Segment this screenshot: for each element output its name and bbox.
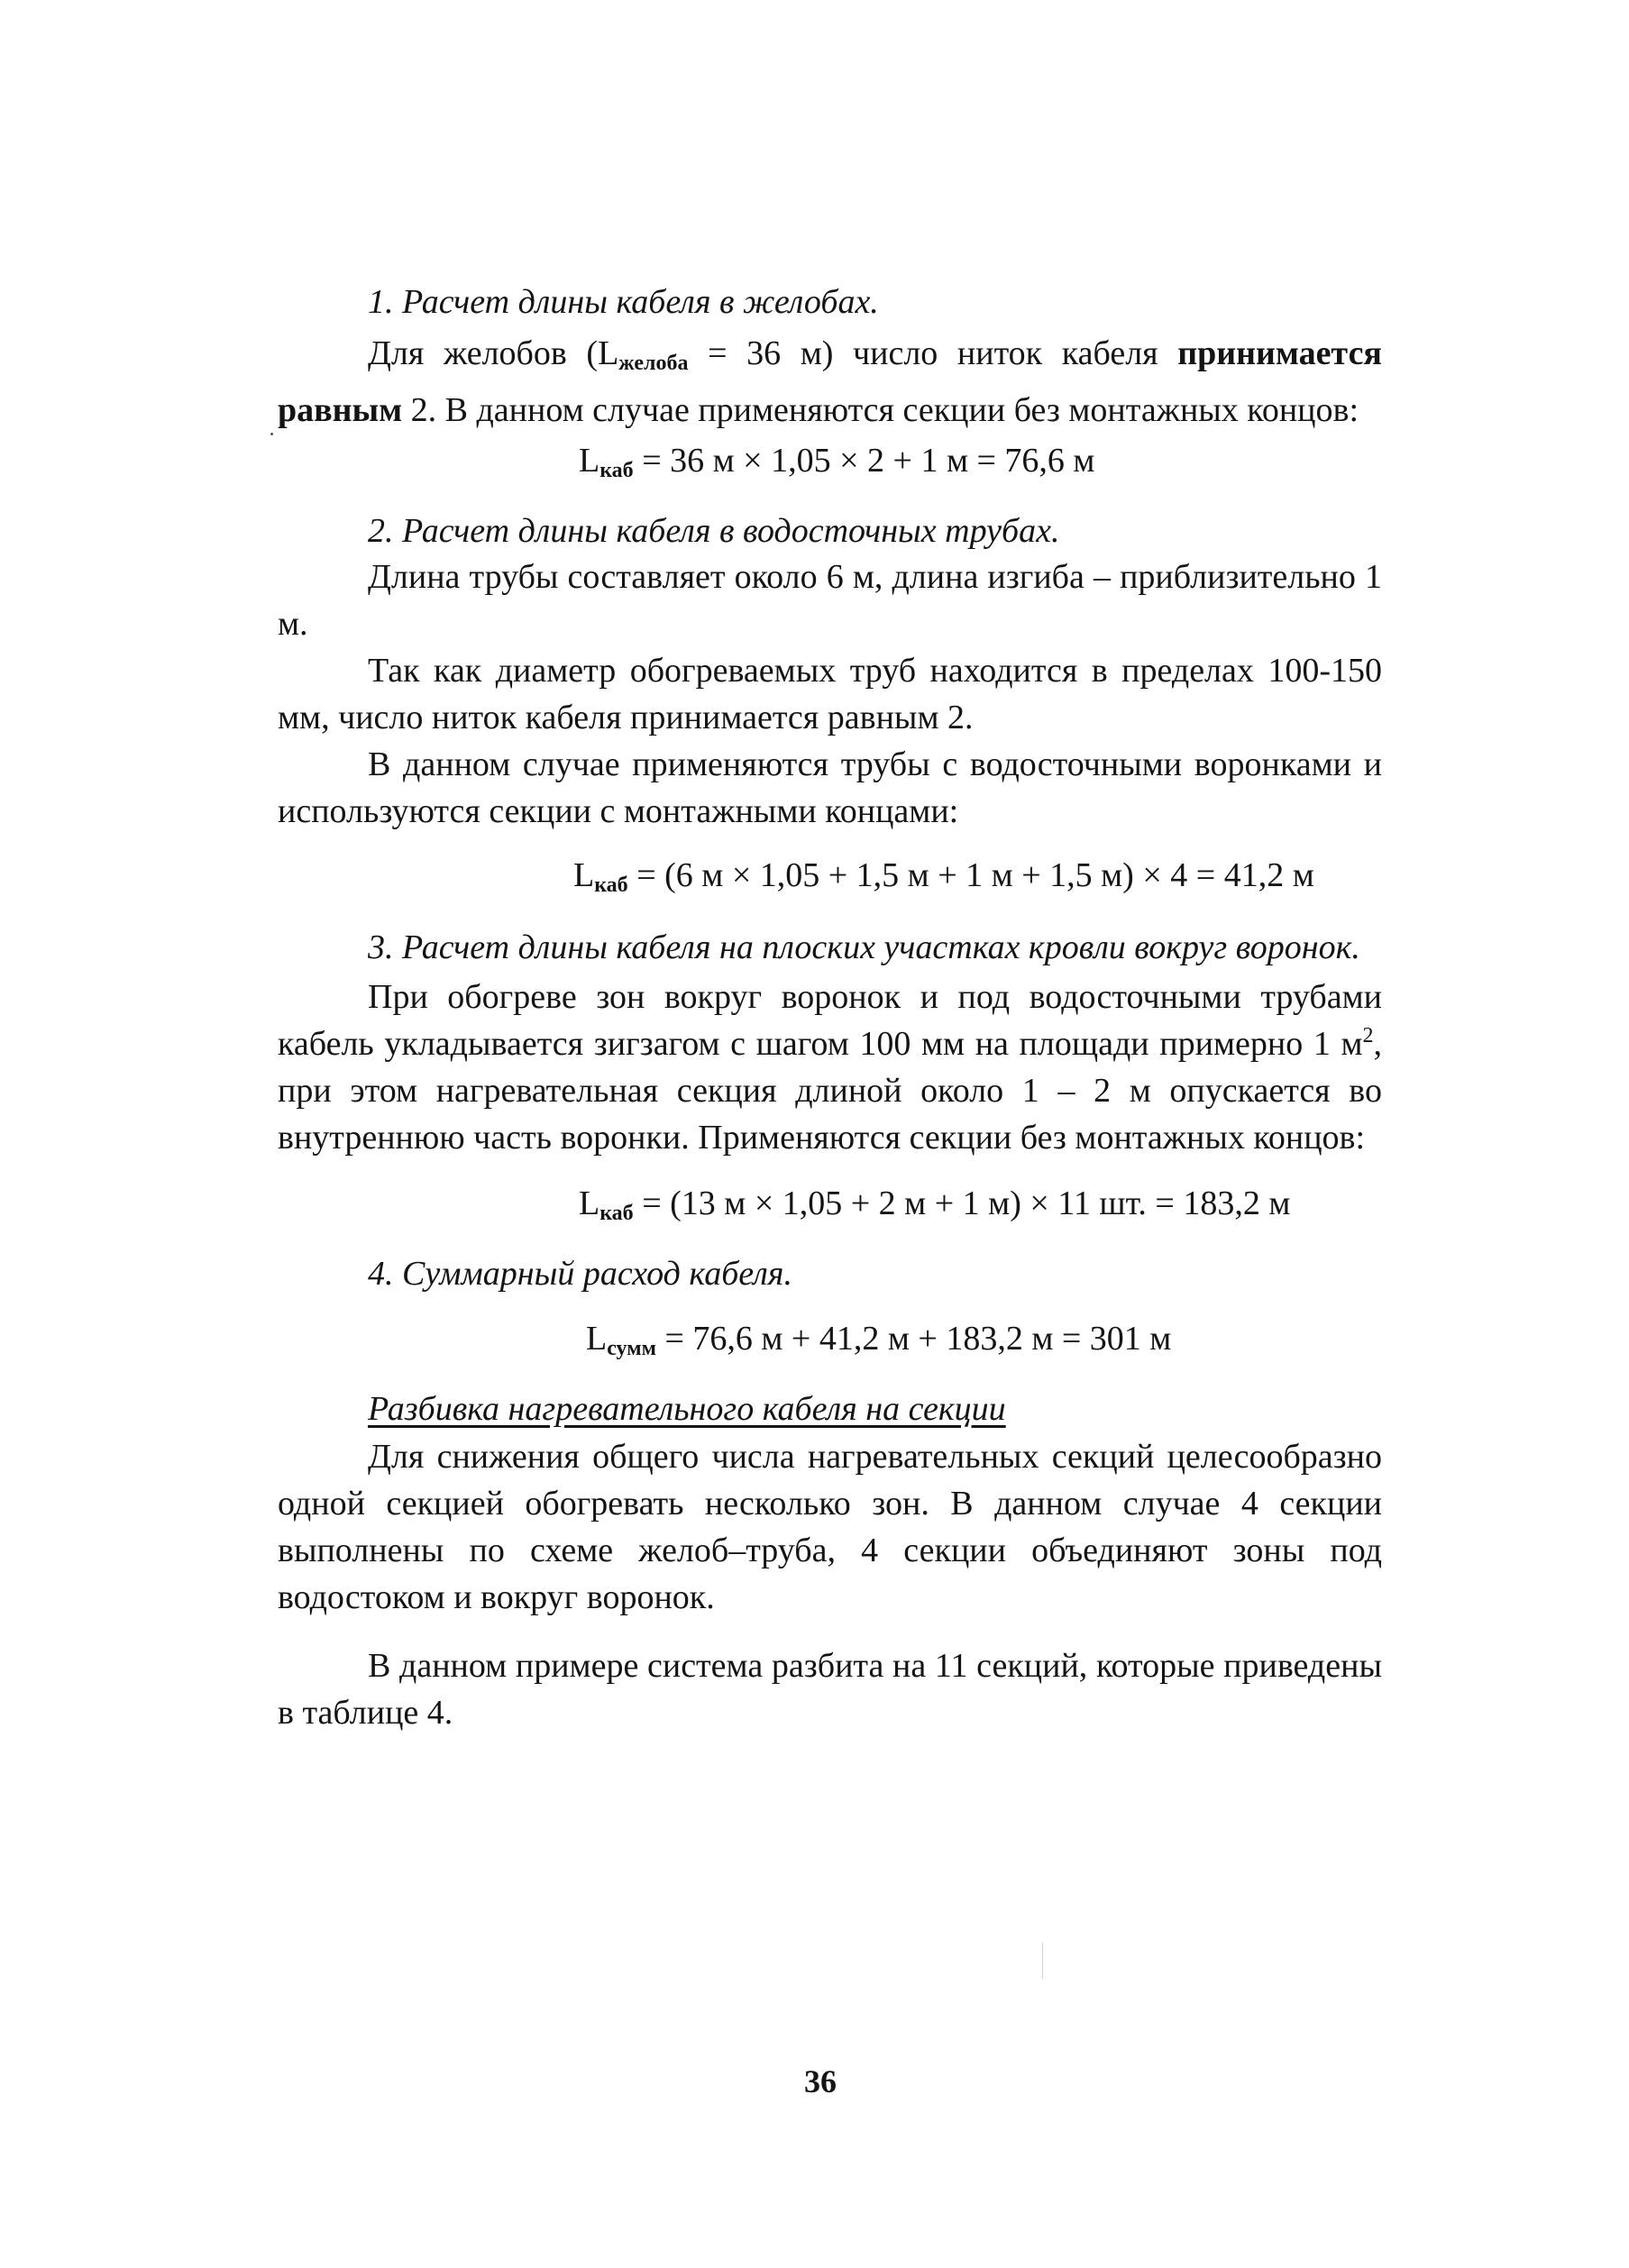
f3-subscript: каб bbox=[599, 1202, 634, 1225]
heading-gutter-cable: 1. Расчет длины кабеля в желобах. bbox=[368, 283, 879, 321]
heading-total-cable: 4. Суммарный расход кабеля. bbox=[368, 1255, 792, 1293]
heading-downpipe-cable: 2. Расчет длины кабеля в водосточных трубах. bbox=[368, 512, 1060, 550]
f4-subscript: сумм bbox=[607, 1337, 656, 1360]
formula-gutter-length bbox=[579, 440, 1094, 491]
p5-superscript: 2 bbox=[1362, 1024, 1374, 1047]
p1-text-end: 2. В данном случае применяются секции без монтажных концов: bbox=[402, 391, 1359, 429]
paragraph-zigzag bbox=[278, 974, 1382, 1161]
paragraph-table-reference: В данном примере система разбита на 11 секций, которые приведены в таблице 4. bbox=[278, 1647, 1382, 1732]
page-number: 36 bbox=[804, 2063, 837, 2099]
p5-text-end: , при этом нагревательная секция длиной около 1 – 2 м опускается во внутреннюю часть воронки. Применяются секции без монтажных концов: bbox=[278, 1025, 1382, 1157]
paragraph-funnels: В данном случае применяются трубы с водосточными воронками и используются секции с монтажными концами: bbox=[278, 745, 1382, 830]
formula-total-length bbox=[586, 1318, 1171, 1369]
formula-pipe-length bbox=[573, 855, 1314, 906]
p1-text-mid: = 36 м) число ниток кабеля bbox=[688, 334, 1178, 372]
formula-flat-roof-length bbox=[579, 1183, 1290, 1234]
paragraph-pipe-diameter: Так как диаметр обогреваемых труб находится в пределах 100-150 мм, число ниток кабеля принимается равным 2. bbox=[278, 652, 1382, 736]
f1-expression: = 36 м × 1,05 × 2 + 1 м = 76,6 м bbox=[633, 442, 1095, 480]
f1-subscript: каб bbox=[599, 459, 634, 482]
paragraph-gutter-threads bbox=[278, 330, 1382, 434]
scan-line bbox=[1042, 1943, 1043, 1979]
f3-expression: = (13 м × 1,05 + 2 м + 1 м) × 11 шт. = 183,2 м bbox=[633, 1184, 1291, 1222]
paragraph-pipe-length: Длина трубы составляет около 6 м, длина изгиба – приблизительно 1 м. bbox=[278, 558, 1382, 643]
p1-text-start: Для желобов (L bbox=[368, 334, 619, 372]
f2-subscript: каб bbox=[594, 873, 628, 897]
heading-flat-roof-cable: 3. Расчет длины кабеля на плоских участках кровли вокруг воронок. bbox=[368, 928, 1360, 966]
p1-subscript: желоба bbox=[618, 352, 689, 375]
p1-text-bold: принимается равным bbox=[278, 334, 1382, 429]
f4-symbol: L bbox=[586, 1320, 608, 1358]
heading-sections-split: Разбивка нагревательного кабеля на секции bbox=[368, 1390, 1006, 1428]
f4-expression: = 76,6 м + 41,2 м + 183,2 м = 301 м bbox=[655, 1320, 1172, 1358]
f2-symbol: L bbox=[573, 856, 595, 894]
f2-expression: = (6 м × 1,05 + 1,5 м + 1 м + 1,5 м) × 4 = 41,2 м bbox=[627, 856, 1314, 894]
f3-symbol: L bbox=[579, 1184, 600, 1222]
p5-text-start: При обогреве зон вокруг воронок и под водосточными трубами кабель укладывается зигзагом с шагом 100 мм на площади примерно 1 м bbox=[278, 978, 1382, 1063]
paragraph-sections-split: Для снижения общего числа нагревательных секций целесообразно одной секцией обогревать несколько зон. В данном случае 4 секции выполнены по схеме желоб–труба, 4 секции объединяют зоны под водостоком и вокруг воронок. bbox=[278, 1438, 1382, 1616]
f1-symbol: L bbox=[579, 442, 600, 480]
scan-speck bbox=[270, 433, 273, 435]
